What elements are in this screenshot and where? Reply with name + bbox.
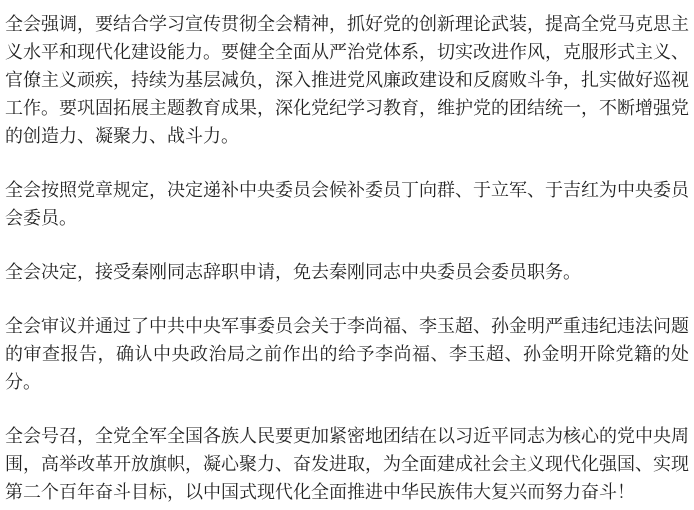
paragraph-call-to-action: 全会号召，全党全军全国各族人民要更加紧密地团结在以习近平同志为核心的党中央周围，高举改革开放旗帜，凝心聚力、奋发进取，为全面建成社会主义现代化强国、实现第二个百年奋斗目标，以中国式现代化全面推进中华民族伟大复兴而努力奋斗！ xyxy=(5,426,689,502)
paragraph-expulsions: 全会审议并通过了中共中央军事委员会关于李尚福、李玉超、孙金明严重违纪违法问题的审查报告，确认中央政治局之前作出的给予李尚福、李玉超、孙金明开除党籍的处分。 xyxy=(5,316,689,392)
paragraph-resignation: 全会决定，接受秦刚同志辞职申请，免去秦刚同志中央委员会委员职务。 xyxy=(5,262,581,282)
paragraph-emphasis: 全会强调，要结合学习宣传贯彻全会精神，抓好党的创新理论武装，提高全党马克思主义水平和现代化建设能力。要健全全面从严治党体系，切实改进作风，克服形式主义、官僚主义顽疾，持续为基层减负，深入推进党风廉政建设和反腐败斗争，扎实做好巡视工作。要巩固拓展主题教育成果，深化党纪学习教育，维护党的团结统一，不断增强党的创造力、凝聚力、战斗力。 xyxy=(5,14,689,146)
paragraph-committee-additions: 全会按照党章规定，决定递补中央委员会候补委员丁向群、于立军、于吉红为中央委员会委员。 xyxy=(5,180,689,228)
